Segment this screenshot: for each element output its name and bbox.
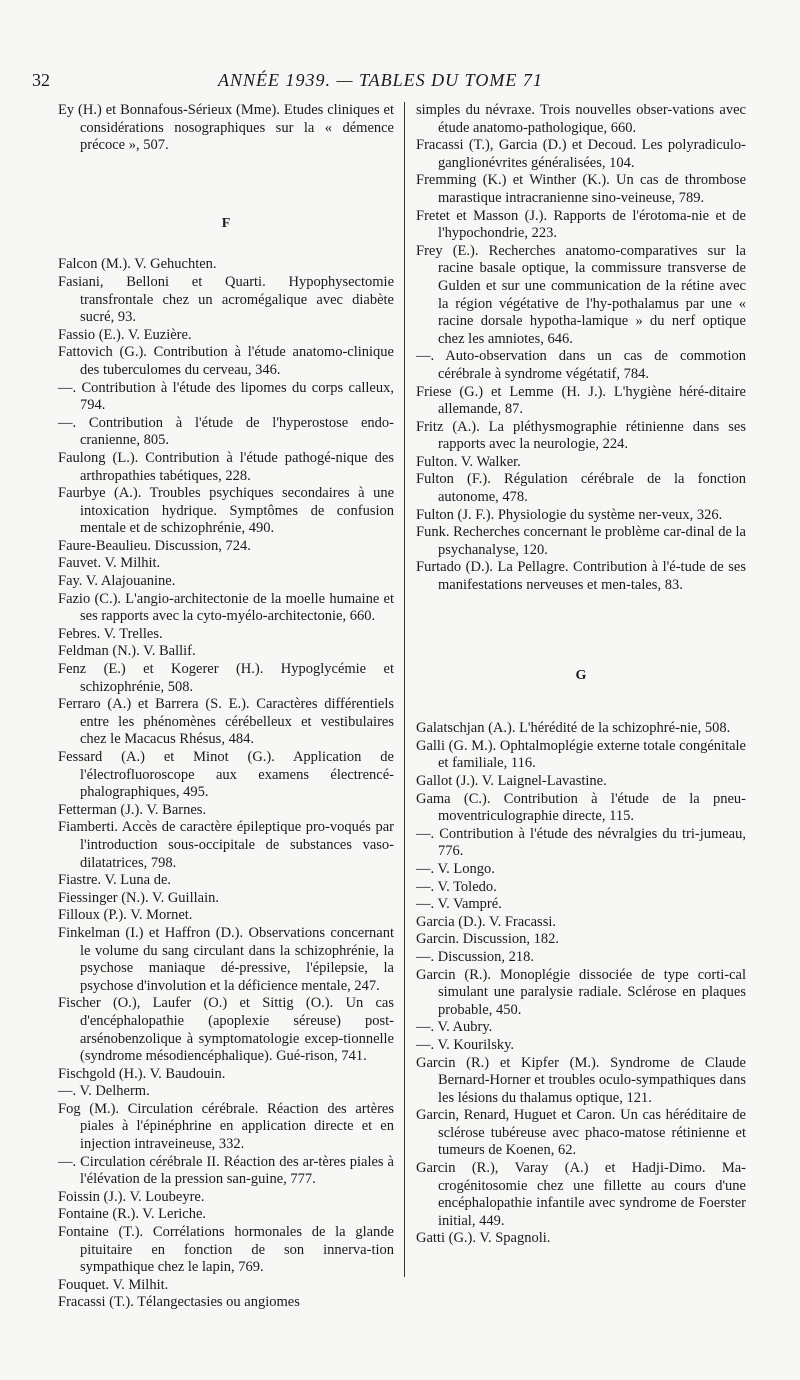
index-entry: Garcin. Discussion, 182.: [416, 931, 559, 948]
index-entry: Faure-Beaulieu. Discussion, 724.: [58, 537, 251, 554]
index-entry: Fauvet. V. Milhit.: [58, 555, 161, 572]
index-entry: Fulton (F.). Régulation cérébrale de la fonction autonome, 478.: [416, 471, 746, 506]
index-entry: Fiessinger (N.). V. Guillain.: [58, 889, 219, 906]
index-entry: Ferraro (A.) et Barrera (S. E.). Caractères différentiels entre les phénomènes cérébelleux et vestibulaires chez le Macacus Rhésus, 484.: [58, 696, 394, 748]
index-entry: —. V. Delherm.: [58, 1083, 150, 1100]
index-entry: Falcon (M.). V. Gehuchten.: [58, 256, 217, 273]
right-column: [416, 102, 746, 1248]
index-entry: Fog (M.). Circulation cérébrale. Réaction des artères piales à l'épinéphrine en application directe et en injection intraveineuse, 332.: [58, 1100, 394, 1153]
index-entry: Foissin (J.). V. Loubeyre.: [58, 1188, 205, 1205]
index-entry: Fulton (J. F.). Physiologie du système ner-veux, 326.: [416, 506, 723, 523]
index-entry: —. V. Vampré.: [416, 896, 502, 913]
index-entry: Fay. V. Alajouanine.: [58, 573, 176, 590]
index-entry: —. V. Aubry.: [416, 1019, 493, 1036]
index-entry: Fetterman (J.). V. Barnes.: [58, 801, 207, 818]
index-entry: Fenz (E.) et Kogerer (H.). Hypoglycémie et schizophrénie, 508.: [58, 661, 394, 695]
index-entry: —. Discussion, 218.: [416, 948, 535, 965]
index-entry: Fassio (E.). V. Euzière.: [58, 326, 192, 343]
page-number: 32: [32, 70, 50, 90]
index-entry: Fiastre. V. Luna de.: [58, 872, 172, 889]
index-entry: Garcin (R.), Varay (A.) et Hadji-Dimo. Ma-crogénitosomie chez une fillette au cours d'une encéphalopathie infantile avec syndrome de Foerster initial, 449.: [416, 1160, 746, 1229]
index-entry: Gallot (J.). V. Laignel-Lavastine.: [416, 773, 607, 789]
index-entry: Fremming (K.) et Winther (K.). Un cas de thrombose marastique intracranienne sino-veineuse, 789.: [416, 172, 746, 206]
section-letter: G: [575, 667, 587, 683]
index-entry: Feldman (N.). V. Ballif.: [58, 643, 196, 660]
index-entry: Friese (G.) et Lemme (H. J.). L'hygiène héré-ditaire allemande, 87.: [416, 383, 746, 418]
index-entry: simples du névraxe. Trois nouvelles obser-vations avec étude anatomo-pathologique, 660.: [416, 102, 746, 136]
index-entry: Fracassi (T.), Garcia (D.) et Decoud. Les polyradiculo-ganglionévrites généralisées, 104.: [416, 137, 746, 171]
index-entry: Garcin, Renard, Huguet et Caron. Un cas héréditaire de sclérose tubéreuse avec phaco-matose rétinienne et tumeurs de Koenen, 62.: [416, 1107, 746, 1159]
index-entry: Fiamberti. Accès de caractère épileptique pro-voqués par l'introduction sous-occipitale de substances vaso-dilatatrices, 798.: [58, 819, 394, 871]
index-entry: Galatschjan (A.). L'hérédité de la schizophré-nie, 508.: [416, 720, 731, 737]
index-entry: Fretet et Masson (J.). Rapports de l'érotoma-nie et de l'hypochondrie, 223.: [416, 207, 746, 242]
index-entry: Finkelman (I.) et Haffron (D.). Observations concernant le volume du sang circulant dans la schizophrénie, la psychose maniaque dé-pressive, l'épilepsie, la psychose d'involution et la déficience mentale, 247.: [58, 924, 394, 994]
index-entry: Gatti (G.). V. Spagnoli.: [416, 1230, 551, 1247]
index-entry: —. Contribution à l'étude des névralgies du tri-jumeau, 776.: [416, 825, 746, 860]
index-entry: —. Contribution à l'étude de l'hyperostose endo-cranienne, 805.: [58, 414, 394, 449]
index-entry: Fracassi (T.). Télangectasies ou angiomes: [58, 1294, 300, 1311]
index-entry: Fessard (A.) et Minot (G.). Application de l'électrofluoroscope aux examens électrencé-phalographiques, 495.: [58, 749, 394, 801]
index-entry: Gama (C.). Contribution à l'étude de la pneu-moventriculographie directe, 115.: [416, 790, 746, 825]
section-letter: F: [221, 215, 231, 231]
index-entry: Fischer (O.), Laufer (O.) et Sittig (O.). Un cas d'encéphalopathie (apoplexie séreuse) post-arsénobenzolique à symptomatologie excep-tionnelle (syndrome mésodiencéphalique). Gué-rison, 741.: [58, 995, 394, 1065]
index-entry: Fulton. V. Walker.: [416, 453, 521, 470]
index-entry: Furtado (D.). La Pellagre. Contribution à l'é-tude de ses manifestations nerveuses et men-tales, 83.: [416, 559, 746, 594]
index-entry: Fattovich (G.). Contribution à l'étude anatomo-clinique des tuberculomes du cerveau, 346.: [58, 344, 394, 378]
index-entry: Fasiani, Belloni et Quarti. Hypophysectomie transfrontale chez un acromégalique avec diabète sucré, 93.: [58, 273, 394, 326]
index-entry: Filloux (P.). V. Mornet.: [58, 907, 193, 924]
index-entry: —. V. Kourilsky.: [416, 1036, 515, 1053]
index-entry: Garcin (R.) et Kipfer (M.). Syndrome de Claude Bernard-Horner et troubles oculo-sympathiques dans les lésions du thalamus optique, 121.: [416, 1054, 746, 1106]
index-entry: —. Contribution à l'étude des lipomes du corps calleux, 794.: [58, 379, 394, 414]
index-entry: —. Circulation cérébrale II. Réaction des ar-tères piales à l'élévation de la pression san-guine, 777.: [58, 1153, 394, 1188]
index-entry: Fontaine (R.). V. Leriche.: [58, 1206, 207, 1223]
index-entry: Garcia (D.). V. Fracassi.: [416, 913, 556, 930]
index-entry: Frey (E.). Recherches anatomo-comparatives sur la racine basale optique, la commissure transverse de Gulden et sur une communication de la rétine avec la région végétative de l'hy-pothalamus par une « racine dorsale hypotha-lamique » du nerf optique chez les amniotes, 646.: [416, 242, 746, 347]
left-column: [58, 102, 394, 1312]
index-entry: Faulong (L.). Contribution à l'étude pathogé-nique des arthropathies tabétiques, 228.: [58, 449, 394, 484]
index-entry: Fouquet. V. Milhit.: [58, 1276, 169, 1293]
page-header: [28, 70, 772, 94]
index-entry: Fazio (C.). L'angio-architectonie de la moelle humaine et ses rapports avec la cyto-myélo-architectonie, 660.: [58, 590, 394, 625]
index-entry: Febres. V. Trelles.: [58, 625, 163, 642]
index-entry: Fontaine (T.). Corrélations hormonales de la glande pituitaire en fonction de son innerva-tion sympathique chez le lapin, 769.: [58, 1224, 394, 1276]
index-entry: —. Auto-observation dans un cas de commotion cérébrale à syndrome végétatif, 784.: [416, 348, 746, 382]
index-entry: Galli (G. M.). Ophtalmoplégie externe totale congénitale et familiale, 116.: [416, 737, 746, 772]
index-entry: Garcin (R.). Monoplégie dissociée de type corti-cal simulant une paralysie radiale. Sclérose en plaques probable, 450.: [416, 966, 746, 1018]
index-entry: Funk. Recherches concernant le problème car-dinal de la psychanalyse, 120.: [416, 524, 746, 558]
index-entry: Faurbye (A.). Troubles psychiques secondaires à une intoxication hydrique. Symptômes de confusion mentale et de schizophrénie, 490.: [58, 485, 394, 537]
index-entry: —. V. Toledo.: [416, 878, 497, 895]
index-entry: —. V. Longo.: [416, 860, 495, 877]
index-entry: Fischgold (H.). V. Baudouin.: [58, 1065, 226, 1082]
index-entry: Ey (H.) et Bonnafous-Sérieux (Mme). Etudes cliniques et considérations nosographiques sur la « démence précoce », 507.: [58, 102, 394, 154]
running-title: ANNÉE 1939. — TABLES DU TOME 71: [218, 70, 543, 90]
index-entry: Fritz (A.). La pléthysmographie rétinienne dans ses rapports avec la neurologie, 224.: [416, 418, 746, 453]
column-divider: [404, 102, 405, 1277]
